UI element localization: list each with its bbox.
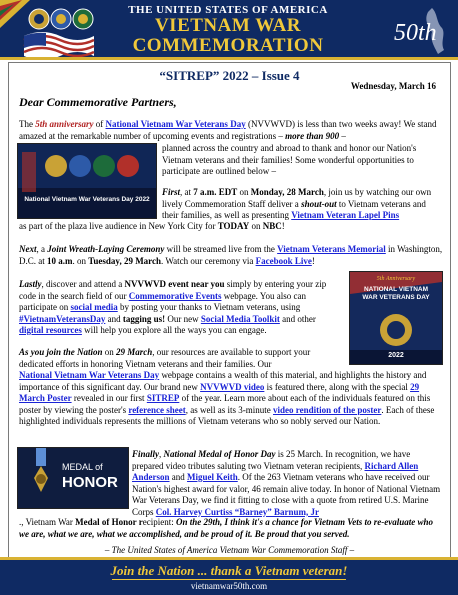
paragraph-finally: Finally, National Medal of Honor Day is 25 March. In recognition, we have prepared video tributes saluting two Vietnam veteran recipients, Richard Allen Anderson and Miguel Keith. Of the 263 Vietnam veterans who have received our Nation's highest award for valor, 46 remain alive today. In honor of National Vietnam War Veterans Day, we find it fitting to close with a quote from retired U.S. Marine Corps Col. Harvey Curtiss “Barney” Barnum, Jr [132, 449, 441, 517]
link-hashtag[interactable]: #VietnamVeteransDay [19, 313, 106, 324]
paragraph-intro: The 5th anniversary of National Vietnam War Veterans Day (NVVWVD) is less than two weeks away! We stand amazed at the remarkable number of upcoming events and registrations – more than 900 – [19, 119, 437, 141]
header-banner [0, 0, 458, 60]
paragraph-join-nation-cont: National Vietnam War Veterans Day webpage contains a wealth of this material, and highlights the history and importance of this significant day. Our brand new NVVWVD video is featured there, along with the special 29 March Poster revealed in our first SITREP of the year. Learn more about each of the individuals featured on this poster by viewing the poster's reference sheet, as well as its 3-minute video rendition of the poster. Each of these highlighted individuals represents the millions of Vietnam veterans who so nobly served our Nation. [19, 370, 435, 426]
paragraph-join-nation: As you join the Nation on 29 March, our resources are available to support your dedicated efforts in honoring Vietnam veterans and their families. Our [19, 347, 311, 369]
link-social-media[interactable]: social media [70, 302, 118, 312]
fiftieth-map-logo [392, 4, 454, 58]
link-digital-resources[interactable]: digital resources [19, 325, 82, 335]
paragraph-intro-cont: planned across the country and abroad to thank and honor our Nation's Vietnam veterans and their families! Some wonderful opportunities to participate are outlined below – [162, 143, 417, 176]
link-social-toolkit[interactable]: Social Media Toolkit [200, 313, 280, 324]
link-nvvwvd[interactable]: National Vietnam War Veterans Day [105, 119, 246, 129]
banner-gold-line [0, 57, 458, 60]
link-richard-anderson[interactable]: Richard Allen Anderson [132, 460, 419, 482]
medal-text-line2: HONOR [62, 474, 118, 491]
svg-text:50th: 50th [394, 20, 437, 46]
veterans-day-caption: National Vietnam War Veterans Day 2022 [24, 196, 150, 203]
link-poster-video[interactable]: video rendition of the poster [273, 404, 382, 415]
banner-title-line2: COMMEMORATION [132, 35, 324, 56]
link-commemorative-events[interactable]: Commemorative Events [128, 290, 222, 301]
paragraph-finally-cont: ., Vietnam War Medal of Honor recipient: On the 29th, I think it's a chance for Vietnam Vets to re-evaluate who we are, what we are, what we accomplished, and be proud of it. Be proud that you served. [19, 517, 433, 539]
newsletter-title: “SITREP” 2022 – Issue 4 [159, 68, 300, 83]
veterans-day-graphic-art [18, 144, 156, 218]
poster-thumbnail[interactable] [349, 271, 443, 365]
link-nvvwvd-webpage[interactable]: National Vietnam War Veterans Day [19, 370, 160, 380]
link-lapel-pins[interactable]: Vietnam Veteran Lapel Pins [291, 210, 400, 220]
link-facebook-live[interactable]: Facebook Live [255, 255, 312, 266]
link-reference-sheet[interactable]: reference sheet [128, 404, 186, 415]
footer-slogan: Join the Nation ... thank a Vietnam veteran! [110, 563, 348, 578]
link-barney-barnum[interactable]: Col. Harvey Curtiss “Barney” Barnum, Jr [155, 506, 320, 517]
link-miguel-keith[interactable]: Miguel Keith [187, 472, 238, 482]
banner-top-line: THE UNITED STATES OF AMERICA [128, 4, 328, 16]
footer-url[interactable]: vietnamwar50th.com [190, 581, 268, 591]
poster-top-text: 5th Anniversary [376, 276, 416, 282]
greeting: Dear Commemorative Partners, [19, 95, 177, 109]
paragraph-lastly: Lastly, discover and attend a NVVWVD event near you simply by entering your zip code in the search field of our Commemorative Events webpage. You also can participate on social media by posting your thanks to Vietnam veterans, using #VietnamVeteransDay and tagging us! Our new Social Media Toolkit and other digital resources will help you explore all the ways you can engage. [19, 279, 327, 335]
newsletter-body [8, 62, 451, 561]
medal-text-line1: MEDAL of [62, 462, 103, 472]
link-nvvwvd-video[interactable]: NVVWVD video [200, 381, 265, 392]
veterans-day-graphic [17, 143, 157, 219]
medal-of-honor-graphic [17, 447, 129, 509]
footer-gold-line [0, 557, 458, 560]
poster-year: 2022 [388, 352, 404, 359]
banner-title-line1: VIETNAM WAR [154, 15, 302, 36]
paragraph-next: Next, a Joint Wreath-Laying Ceremony will be streamed live from the Vietnam Veterans Memorial in Washington, D.C. at 10 a.m. on Tuesday, 29 March. Watch our ceremony via Facebook Live! [19, 244, 443, 266]
poster-main-text: NATIONAL VIETNAM WAR VETERANS DAY [362, 286, 430, 301]
paragraph-first-cont: as part of the plaza live audience in New York City for TODAY on NBC! [19, 221, 285, 231]
footer-banner [0, 557, 458, 595]
paragraph-first: First, at 7 a.m. EDT on Monday, 28 March, join us by watching our own lively Commemoration Staff deliver a shout-out to Vietnam veterans and their families, as well as presenting Vietnam Veteran Lapel Pins [162, 187, 432, 220]
link-sitrep[interactable]: SITREP [146, 393, 180, 403]
link-29-march-poster[interactable]: 29 March Poster [19, 381, 420, 403]
link-memorial[interactable]: Vietnam Veterans Memorial [277, 244, 386, 254]
newsletter-date: Wednesday, March 16 [350, 81, 436, 91]
american-flag-icon [22, 28, 96, 58]
footer-slogan-underline [112, 579, 346, 580]
staff-signature: – The United States of America Vietnam War Commemoration Staff – [104, 545, 355, 555]
